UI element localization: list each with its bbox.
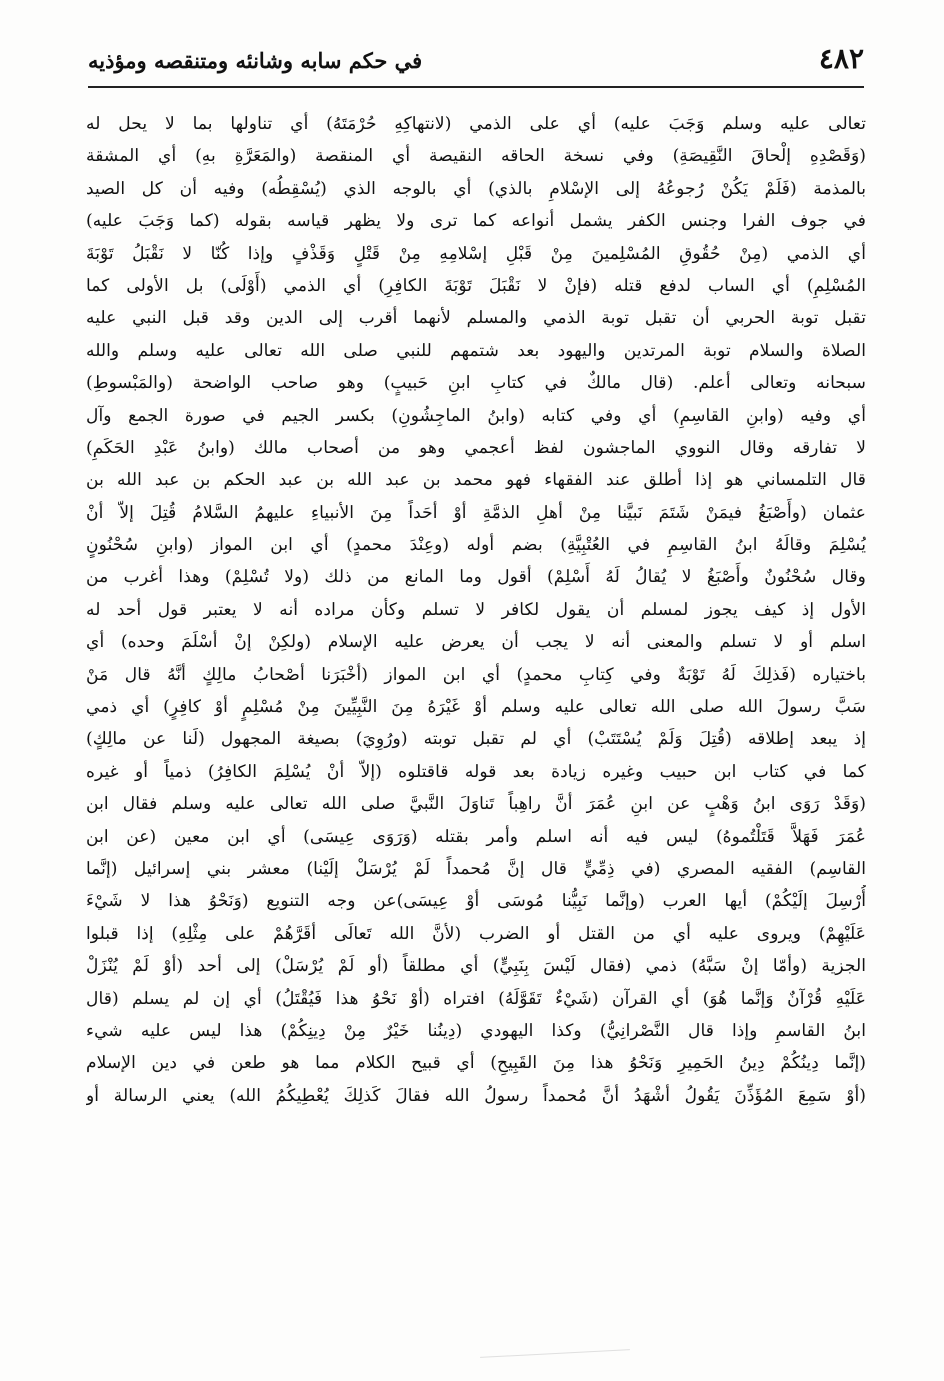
text-line: المُسْلِمِ) أي الساب لدفع قتله (فإنْ لا نَقْبَلَ تَوْبَةَ الكافِرِ) أي الذمي (أَوْلَى) بل الأولى كما xyxy=(86,275,866,296)
text-line: عُمَرَ فَهَلاَّ قَتَلْتُموهُ) ليس فيه أنه اسلم وأمر بقتله (وَرَوَى عِيسَى) أي ابن معين (عن ابن xyxy=(86,826,866,847)
page-header xyxy=(88,40,864,80)
text-line: (إنَّما دِينُكُمْ دِينُ الحَمِيرِ وَنَحْوُ هذا مِنَ القَبِيحِ) أي قبيح الكلام مما هو طعن في دين الإسلام xyxy=(86,1053,866,1074)
text-line: قال التلمساني هو إذا أطلق عند الفقهاء فهو محمد بن عبد الله بن عبد الحكم بن عبد الله بن xyxy=(86,470,866,491)
text-line: أُرْسِلَ إلَيْكُمْ) أيها العرب (وإنَّما نَبِيُّنا مُوسَى أوْ عِيسَى)عن وجه التنويع (وَنَحْوُ هذا لا شَيْءَ xyxy=(86,891,866,912)
text-line: إذ يبعد إطلاقه (قُتِلَ وَلَمْ يُسْتَتَبْ) أي لم تقبل توبته (ورُوِيَ) بصيغة المجهول (لَنا عن مالِكٍ) xyxy=(86,729,866,750)
text-line: سبحانه وتعالى أعلم. (قال مالكٌ في كتابِ ابنِ حَبيبٍ) وهو صاحب الواضحة (والمَبْسوطِ) xyxy=(86,373,866,394)
text-line: لا تفارقه وقال النووي الماجشون لفظ أعجمي وهو من أصحاب مالك (وابنُ عَبْدِ الحَكَمِ) xyxy=(86,437,866,458)
header-divider xyxy=(88,86,864,88)
scan-artifact-line xyxy=(480,1349,630,1358)
text-line: كما في كتاب ابن حبيب وغيره زيادة بعد قوله قاقتلوه (إلاّ أنْ يُسْلِمَ الكافِرُ) ذمياً أو غيره xyxy=(86,761,866,782)
text-line: سَبَّ رسولَ الله صلى الله تعالى عليه وسلم أوْ غَيْرَهُ مِنَ النَّبِيِّينَ مِنْ مُسْلِمٍ أوْ كافِرٍ) أي ذمي xyxy=(86,697,866,718)
text-line: القاسِم) الفقيه المصري (في ذِمِّيٍّ قال إنَّ مُحمداً لَمْ يُرْسَلْ إلَيْنا) معشر بني إسرائيل (إنَّما xyxy=(86,858,866,879)
text-line: أي الذمي (مِنْ حُقُوقِ المُسْلِمينَ مِنْ قَبْلِ إسْلامِهِ مِنْ قَتْلٍ وَقَذْفٍ وإذا كُنّا لا نَقْبَلُ تَوْبَةَ xyxy=(86,243,866,264)
text-line: وقال سُحْنُونٌ وأَصْبَغُ لا يُقالُ لَهُ أَسْلِمْ) أقول وما المانع من ذلك (ولا تُسْلِمْ) وهذا أغرب من xyxy=(86,567,866,588)
text-line: الأول إذ كيف يجوز لمسلم أن يقول لكافر لا تسلم وكأن مراده أنه لا يعتبر قول أحد له xyxy=(86,599,866,620)
text-line: عَلَيْهِ قُرْآنٌ وَإنَّما هُوَ) أي القرآن (شَيْءٌ تَقَوَّلَهُ) افتراه (أوْ نَحْوُ هذا فَيُقْتَلُ) أي إن لم يسلم (قال xyxy=(86,988,866,1009)
text-line: الجزية (وأمّا إنْ سَبَّهُ) ذمي (فقال لَيْسَ بِنَبِيٍّ) أي مطلقاً (أو لَمْ يُرْسَلْ) إلى أحد (أوْ لَمْ يُنْزَلْ xyxy=(86,956,866,977)
text-line: تعالى عليه وسلم وَجَبَ عليه) أي على الذمي (لانتهاكِهِ حُرْمَتَهُ) أي تناولها بما لا يحل له xyxy=(86,114,866,134)
text-line: (وَقَدْ رَوَى ابنُ وَهْبٍ عن ابنِ عُمَرَ أنَّ راهِباً تَناوَلَ النَّبيَّ صلى الله تعالى عليه وسلم فقال ابن xyxy=(86,794,866,815)
text-line: باختياره (فَذلِكَ لَهُ تَوْبَةٌ وفي كِتابِ محمدٍ) أي ابن المواز (أخْبَرَنا أصْحابُ مالِكٍ أنَّهُ قال مَنْ xyxy=(86,664,866,685)
body-text xyxy=(86,108,866,1112)
text-line: ابنُ القاسمِ وإذا قال النَّصْرانِيُّ) وكذا اليهودي (دِينُنا خَيْرٌ مِنْ دِينِكُمْ) هذا ليس عليه شيء xyxy=(86,1020,866,1041)
text-line: يُسْلِمَ وقالَهُ ابنُ القاسِمِ في العُتْبِيَّةِ) بضم أوله (وعِنْدَ محمدٍ) أي ابن المواز (وابنِ سُحْنُونٍ xyxy=(86,535,866,556)
text-line: (وَقَصْدِهِ إلْحاقَ النَّقِيصَةِ) وفي نسخة الحاقه النقيصة أي المنقصة (والمَعَرَّةِ بهِ) أي المشقة xyxy=(86,146,866,167)
text-line: الصلاة والسلام توبة المرتدين واليهود بعد شتمهم للنبي صلى الله تعالى عليه وسلم والله xyxy=(86,340,866,361)
text-line: (أوْ سَمِعَ المُؤَذِّنَ يَقُولُ أشْهَدُ أنَّ مُحمداً رسولُ الله فقالَ كَذلِكَ يُعْطِيكُمُ الله) يعني الرسالة أو xyxy=(86,1085,866,1106)
text-line: اسلم أو لا تسلم والمعنى أنه لا يجب أن يعرض عليه الإسلام (ولكِنْ إنْ أسْلَمَ وحده) أي xyxy=(86,632,866,653)
text-line: بالمذمة (فَلَمْ يَكُنْ رُجوعُهُ إلى الإسْلامِ بالذي) أي بالوجه الذي (يُسْقِطُه) وفيه أن كل الصيد xyxy=(86,178,866,199)
text-line: عَلَيْهِمْ) ويروى عليه أي من القتل أو الضرب (لأنَّ الله تَعالَى أقَرَّهُمْ على مِثْلِهِ) إذا قبلوا xyxy=(86,923,866,944)
running-title: في حكم سابه وشانئه ومتنقصه ومؤذيه xyxy=(88,48,423,73)
page-number: ٤٨٢ xyxy=(818,42,864,75)
text-line: عثمان (وأَصْبَغُ فيمَنْ شَتَمَ نَبيَّنا مِنْ أهلِ الذمَّةِ أوْ أحَداً مِنَ الأنبياءِ عليهمُ السَّلامُ قُتِلَ إلاّ أنْ xyxy=(86,502,866,523)
text-line: أي وفيه (وابنِ القاسِمِ) أي وفي كتابه (وابنُ الماجِشُونِ) بكسر الجيم في صورة الجمع وآل xyxy=(86,405,866,426)
text-line: تقبل توبة الحربي أن تقبل توبة الذمي والمسلم لأنهما أقرب إلى الدين وقد قبل النبي عليه xyxy=(86,308,866,329)
text-line: في جوف الفرا وجنس الكفر يشمل أنواعه كما ترى ولا يظهر قياسه بقوله (كما وَجَبَ عليه) xyxy=(86,211,866,232)
